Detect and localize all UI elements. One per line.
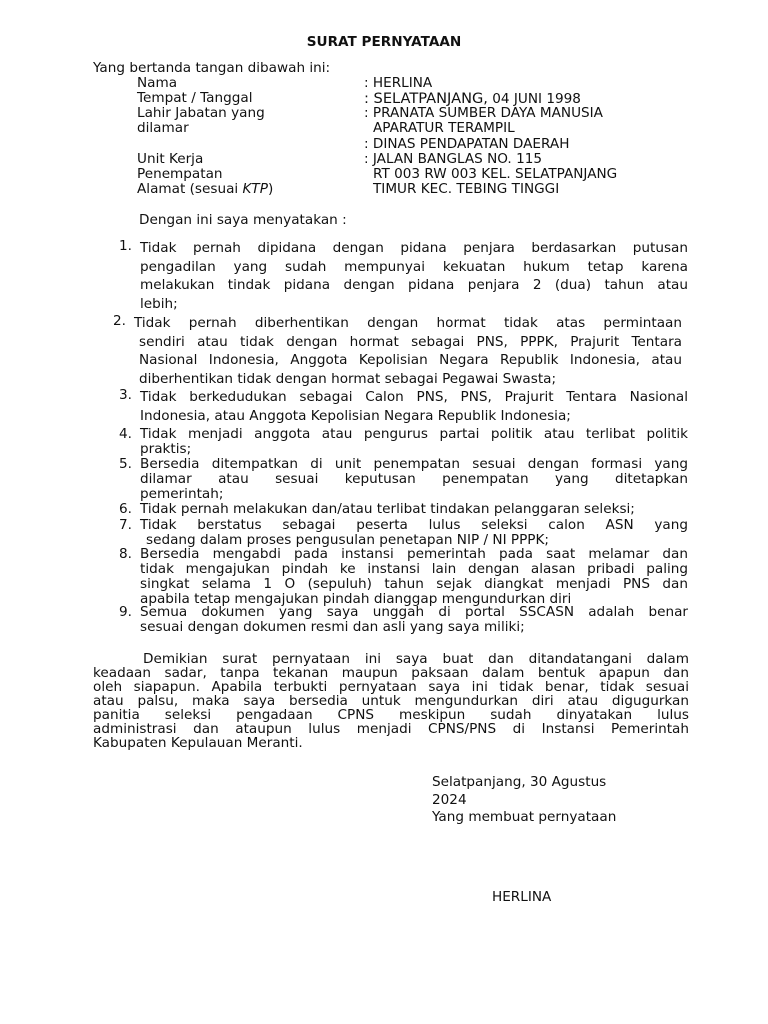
list-item [140, 502, 688, 517]
alamat-label-ktp: KTP [242, 181, 268, 197]
signature-maker-label: Yang membuat pernyataan [432, 809, 617, 825]
ttl-label: Tempat / Tanggal [137, 90, 253, 106]
signature-place-date-line2: 2024 [432, 792, 467, 808]
list-item-line: Bersedia ditempatkan di unit penempatan sesuai dengan formasi yang [140, 456, 688, 472]
statement-intro: Dengan ini saya menyatakan : [139, 212, 347, 228]
list-item-line: melakukan tindak pidana dengan pidana penjara 2 (dua) tahun atau [140, 277, 688, 293]
signature-place-date-line1: Selatpanjang, 30 Agustus [432, 774, 607, 790]
nama-value: : HERLINA [364, 75, 433, 91]
unit-kerja-label: Unit Kerja [137, 151, 204, 167]
signature-name: HERLINA [492, 889, 552, 905]
list-item [134, 314, 682, 388]
list-item-line: Tidak berstatus sebagai peserta lulus seleksi calon ASN yang [140, 517, 688, 533]
unit-kerja-value: : DINAS PENDAPATAN DAERAH [364, 136, 570, 152]
dilamar-label: dilamar [137, 120, 189, 136]
penempatan-label: Penempatan [137, 166, 223, 182]
list-item-line: Tidak pernah diberhentikan dengan hormat tidak atas permintaan [134, 315, 682, 331]
list-item-number: 9. [119, 604, 132, 620]
list-item-number: 2. [113, 313, 126, 329]
list-item-line: sesuai dengan dokumen resmi dan asli yang saya miliki; [140, 619, 525, 635]
list-item-line: sendiri atau tidak dengan hormat sebagai PNS, PPPK, Prajurit Tentara [139, 333, 682, 350]
list-item-line: praktis; [140, 441, 192, 457]
jabatan-value-line2: APARATUR TERAMPIL [373, 120, 515, 136]
list-item-number: 3. [119, 387, 132, 403]
closing-line: administrasi dan ataupun lulus menjadi CPNS/PNS di Instansi Pemerintah [93, 721, 689, 737]
document-title: SURAT PERNYATAAN [306, 34, 462, 50]
list-item [140, 605, 688, 635]
list-item [140, 427, 688, 457]
list-item-line: Tidak pernah melakukan dan/atau terlibat tindakan pelanggaran seleksi; [140, 501, 635, 517]
lahir-jabatan-label: Lahir Jabatan yang [137, 105, 265, 121]
intro-text: Yang bertanda tangan dibawah ini: [93, 60, 331, 76]
list-item-line: diberhentikan tidak dengan hormat sebagai Pegawai Swasta; [139, 370, 557, 387]
list-item-number: 4. [119, 426, 132, 442]
list-item-line: Bersedia mengabdi pada instansi pemerintah pada saat melamar dan [140, 546, 688, 562]
list-item-line: Nasional Indonesia, Anggota Kepolisian Negara Republik Indonesia, atau [139, 352, 682, 368]
list-item-line: Indonesia, atau Anggota Kepolisian Negara Republik Indonesia; [140, 407, 571, 424]
list-item-number: 5. [119, 456, 132, 472]
list-item-line: Semua dokumen yang saya unggah di portal SSCASN adalah benar [140, 604, 688, 620]
list-item [140, 518, 688, 548]
closing-line: Kabupaten Kepulauan Meranti. [93, 735, 303, 751]
list-item-line: apabila tetap mengajukan pindah dianggap mengundurkan diri [140, 591, 572, 607]
list-item [140, 388, 688, 425]
alamat-value-line2: TIMUR KEC. TEBING TINGGI [373, 181, 560, 197]
closing-line: panitia seleksi pengadaan CPNS meskipun sudah dinyatakan lulus [93, 707, 689, 723]
jabatan-value-line1: : PRANATA SUMBER DAYA MANUSIA [364, 105, 603, 121]
nama-label: Nama [137, 75, 178, 91]
penempatan-value: : JALAN BANGLAS NO. 115 [364, 151, 543, 167]
list-item-line: singkat selama 1 O (sepuluh) tahun sejak diangkat menjadi PNS dan [140, 576, 688, 592]
list-item-number: 8. [119, 546, 132, 562]
closing-line: atau palsu, maka saya bersedia untuk mengundurkan diri atau digugurkan [93, 693, 689, 709]
ttl-place: : SELATPANJANG, [364, 90, 488, 107]
alamat-label-prefix: Alamat (sesuai [137, 181, 243, 197]
list-item-line: dilamar atau sesuai keputusan penempatan yang ditetapkan [140, 471, 688, 487]
list-item-line: Tidak menjadi anggota atau pengurus partai politik atau terlibat politik [140, 426, 688, 442]
closing-paragraph [93, 652, 689, 750]
closing-line: Demikian surat pernyataan ini saya buat dan ditandatangani dalam [143, 651, 689, 667]
list-item-line: Tidak berkedudukan sebagai Calon PNS, PNS, Prajurit Tentara Nasional [140, 389, 688, 405]
closing-line: keadaan sadar, tanpa tekanan maupun paksaan dalam bentuk apapun dan [93, 665, 689, 681]
list-item [140, 239, 688, 313]
alamat-value-line1: RT 003 RW 003 KEL. SELATPANJANG [373, 166, 618, 182]
list-item-line: pemerintah; [140, 486, 224, 502]
list-item-line: Tidak pernah dipidana dengan pidana penjara berdasarkan putusan [140, 240, 688, 256]
list-item-number: 6. [119, 501, 132, 517]
list-item-line: pengadilan yang sudah mempunyai kekuatan hukum tetap karena [140, 258, 688, 275]
ttl-date: 04 JUNI 1998 [487, 91, 581, 107]
list-item-line: lebih; [140, 295, 178, 312]
closing-line: oleh siapapun. Apabila terbukti pernyataan saya ini tidak benar, tidak sesuai [93, 679, 689, 695]
list-item-line: sedang dalam proses pengusulan penetapan NIP / NI PPPK; [146, 532, 549, 548]
list-item [140, 547, 688, 607]
list-item-number: 7. [119, 517, 132, 533]
list-item-number: 1. [119, 238, 132, 254]
list-item-line: tidak mengajukan pindah ke instansi lain dengan alasan pribadi paling [140, 561, 688, 577]
alamat-label-suffix: ) [267, 181, 274, 197]
alamat-label [137, 182, 273, 197]
list-item [140, 457, 688, 502]
